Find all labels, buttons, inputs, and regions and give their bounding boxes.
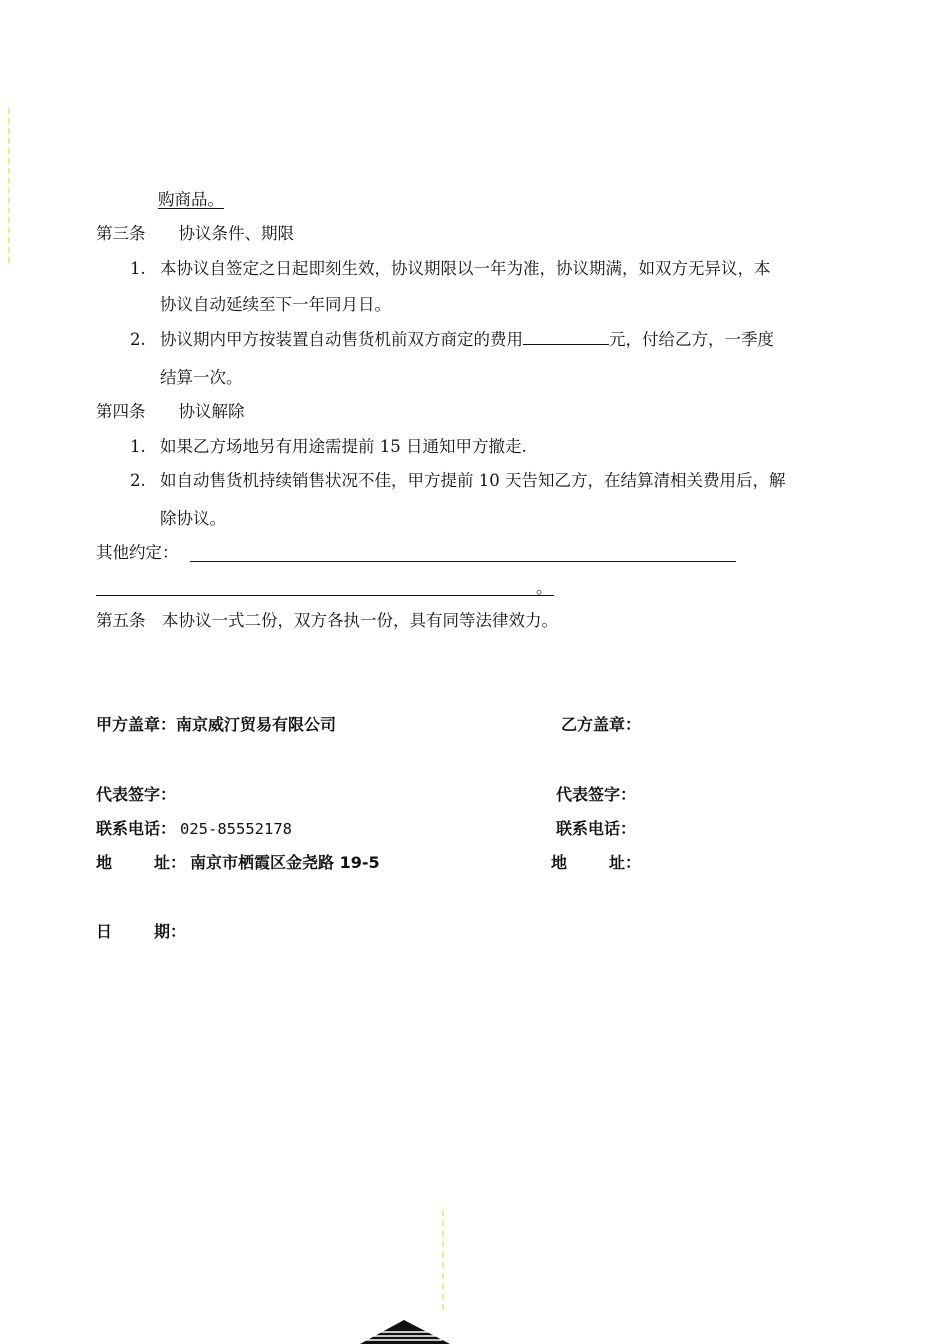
party-b-seal-label: 乙方盖章： xyxy=(561,715,642,734)
party-b-phone-label: 联系电话： xyxy=(556,819,637,838)
article-3-item-1 xyxy=(130,257,771,281)
item-text: 如果乙方场地另有用途需提前 15 日通知甲方撤走. xyxy=(160,437,527,456)
party-a-address xyxy=(96,851,380,875)
other-terms-line-1[interactable] xyxy=(190,561,736,562)
item-text: 如自动售货机持续销售状况不佳，甲方提前 10 天告知乙方，在结算清相关费用后，解 xyxy=(160,471,786,490)
other-terms-line-2[interactable] xyxy=(96,595,554,596)
article-5-text: 第五条 本协议一式二份，双方各执一份，具有同等法律效力。 xyxy=(96,611,558,630)
article-3-item-2 xyxy=(130,328,774,352)
footer-logo-icon xyxy=(360,1318,450,1344)
other-terms-end-mark: 。 xyxy=(536,578,553,597)
item-text: 本协议自签定之日起即刻生效，协议期限以一年为准，协议期满，如双方无异议，本 xyxy=(160,259,771,278)
article-3-heading: 第三条 协议条件、期限 xyxy=(96,224,294,243)
article-4-item-1 xyxy=(130,435,527,459)
continued-fragment: 购商品。 xyxy=(158,190,224,209)
item-number: 1. xyxy=(130,259,146,278)
item-text: 元，付给乙方，一季度 xyxy=(609,330,774,349)
address-label-char-2: 址： xyxy=(154,853,187,872)
margin-guide-bottom xyxy=(442,1210,444,1310)
party-b-address xyxy=(551,851,641,875)
date-label-char-2: 期： xyxy=(154,922,187,941)
item-number: 1. xyxy=(130,437,146,456)
party-a-address-value: 南京市栖霞区金尧路 19-5 xyxy=(190,853,380,872)
party-a-seal-label: 甲方盖章： xyxy=(96,715,177,734)
party-a-rep-label: 代表签字： xyxy=(96,785,177,804)
date-label-char-1: 日 xyxy=(96,922,113,941)
fee-blank-field[interactable] xyxy=(523,328,609,345)
party-a-phone-label: 联系电话： xyxy=(96,819,177,838)
address-label-char-2: 址： xyxy=(609,853,642,872)
item-number: 2. xyxy=(130,330,146,349)
party-a-phone-value: 025-85552178 xyxy=(180,820,292,838)
item-text: 协议期内甲方按装置自动售货机前双方商定的费用 xyxy=(160,330,523,349)
article-3-item-2-cont: 结算一次。 xyxy=(160,368,243,387)
item-number: 2. xyxy=(130,471,146,490)
article-4-item-2-cont: 除协议。 xyxy=(160,509,226,528)
article-4-heading: 第四条 协议解除 xyxy=(96,402,245,421)
address-label-char-1: 地 xyxy=(96,853,113,872)
party-b-rep-label: 代表签字： xyxy=(556,785,637,804)
margin-guide-left xyxy=(8,108,10,263)
date-label xyxy=(96,920,186,944)
party-a-company: 南京威汀贸易有限公司 xyxy=(176,715,337,734)
article-4-item-2 xyxy=(130,469,786,493)
party-a-phone xyxy=(96,817,292,841)
address-label-char-1: 地 xyxy=(551,853,568,872)
other-terms-label: 其他约定： xyxy=(96,543,179,562)
article-3-item-1-cont: 协议自动延续至下一年同月日。 xyxy=(160,295,391,314)
party-a-seal xyxy=(96,713,336,737)
